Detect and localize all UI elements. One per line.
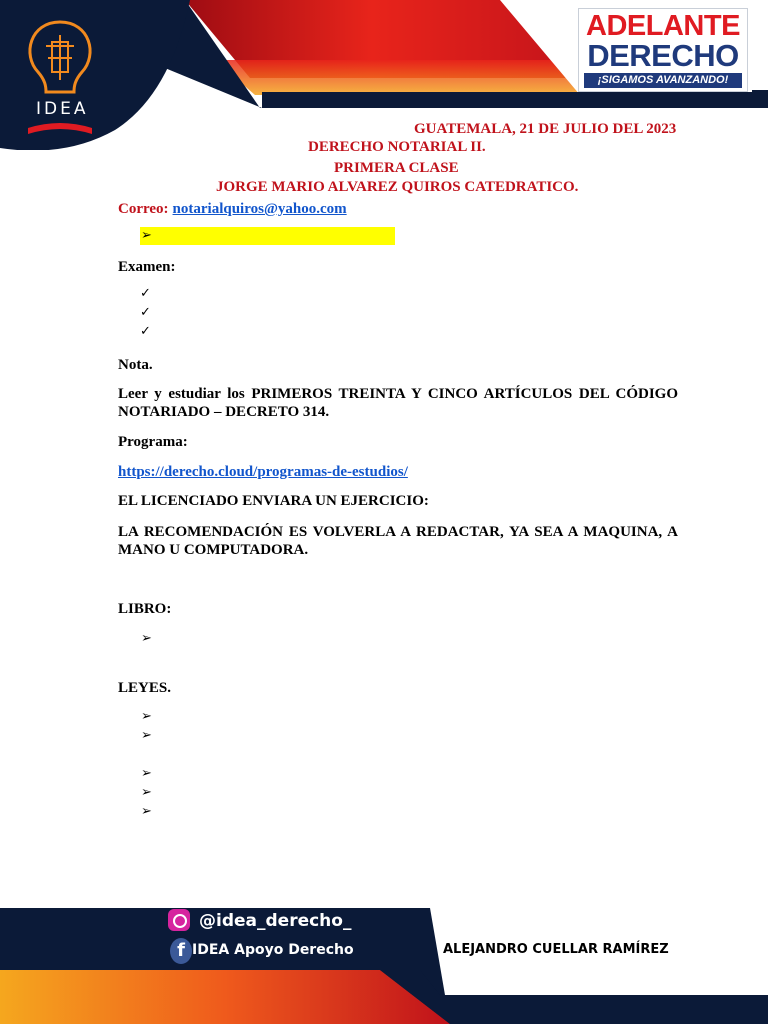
instagram-icon <box>168 909 190 931</box>
note-label: Nota. <box>118 357 153 373</box>
arrow-bullet-icon: ➢ <box>141 728 152 743</box>
footer-banner <box>0 900 768 1024</box>
adelante-derecho-logo <box>578 8 748 92</box>
checkmark-icon: ✓ <box>140 324 151 339</box>
facebook-page: IDEA Apoyo Derecho <box>192 942 354 958</box>
arrow-bullet-icon: ➢ <box>141 766 152 781</box>
doc-course: DERECHO NOTARIAL II. <box>308 139 486 155</box>
book-label: LIBRO: <box>118 601 172 617</box>
facebook-icon: f <box>170 938 192 964</box>
email-line <box>118 200 347 218</box>
email-label: Correo: <box>118 201 169 217</box>
arrow-bullet-icon: ➢ <box>141 631 152 646</box>
highlighted-empty-bullet <box>140 227 395 245</box>
brand-line-1: ADELANTE <box>586 10 740 42</box>
laws-label: LEYES. <box>118 680 171 696</box>
author-name: ALEJANDRO CUELLAR RAMÍREZ <box>443 942 669 957</box>
brand-line-2: DERECHO <box>587 38 739 73</box>
instagram-handle: @idea_derecho_ <box>199 911 352 931</box>
doc-date: GUATEMALA, 21 DE JULIO DEL 2023 <box>414 121 677 137</box>
exam-label: Examen: <box>118 259 176 275</box>
checkmark-icon: ✓ <box>140 286 151 301</box>
program-label: Programa: <box>118 434 188 450</box>
recommendation-line-1: LA RECOMENDACIÓN ES VOLVERLA A REDACTAR, YA SEA A MAQUINA, A <box>118 524 678 540</box>
doc-class: PRIMERA CLASE <box>334 160 459 176</box>
arrow-bullet-icon: ➢ <box>141 785 152 800</box>
arrow-bullet-icon: ➢ <box>141 228 152 243</box>
recommendation-line-2: MANO U COMPUTADORA. <box>118 542 309 558</box>
arrow-bullet-icon: ➢ <box>141 709 152 724</box>
brand-slogan: ¡SIGAMOS AVANZANDO! <box>584 73 742 88</box>
idea-logo-label: IDEA <box>36 99 89 119</box>
arrow-bullet-icon: ➢ <box>141 804 152 819</box>
page-footer <box>0 900 768 1024</box>
exercise-text: EL LICENCIADO ENVIARA UN EJERCICIO: <box>118 493 429 509</box>
note-text-line-1: Leer y estudiar los PRIMEROS TREINTA Y CINCO ARTÍCULOS DEL CÓDIGO <box>118 386 678 402</box>
checkmark-icon: ✓ <box>140 305 151 320</box>
note-text-line-2: NOTARIADO – DECRETO 314. <box>118 404 330 420</box>
email-link[interactable]: notarialquiros@yahoo.com <box>172 201 347 217</box>
doc-professor: JORGE MARIO ALVAREZ QUIROS CATEDRATICO. <box>216 179 579 195</box>
program-link[interactable]: https://derecho.cloud/programas-de-estudios/ <box>118 464 408 480</box>
